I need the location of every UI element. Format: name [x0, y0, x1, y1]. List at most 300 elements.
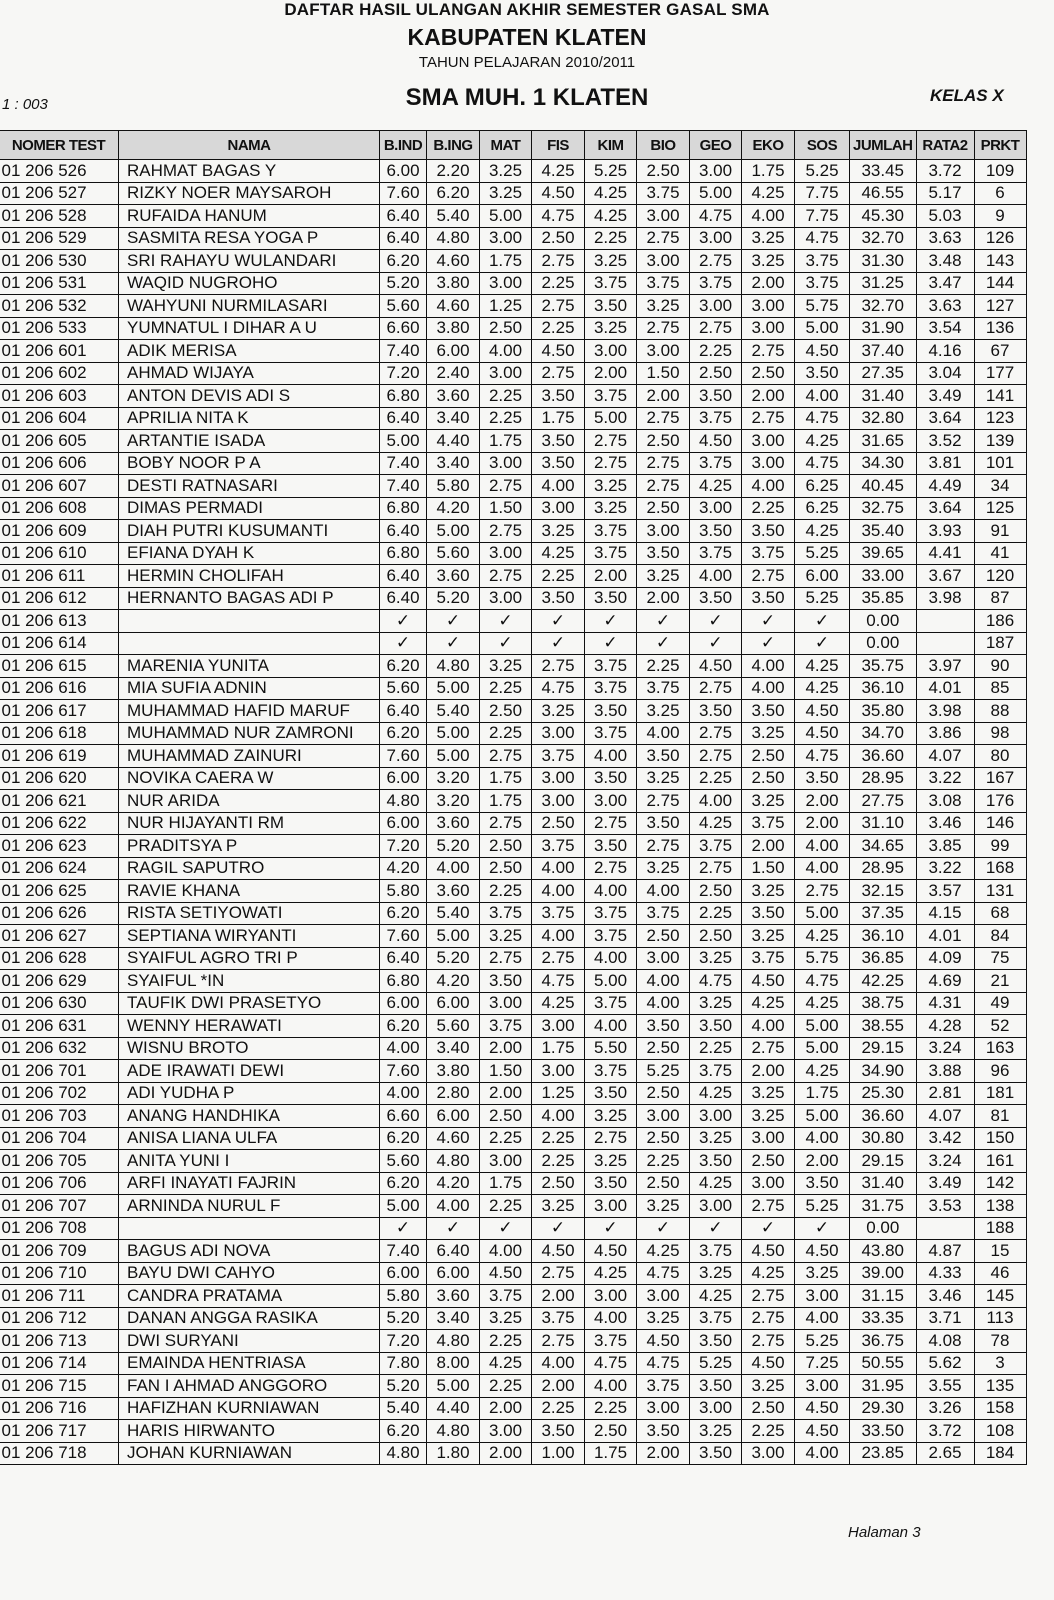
- score-cell: 125: [974, 497, 1026, 520]
- score-cell: 1.75: [480, 790, 532, 813]
- score-cell: 3.47: [916, 272, 974, 295]
- score-cell: 3.00: [690, 1195, 742, 1218]
- score-cell: 3.25: [690, 947, 742, 970]
- score-cell: 131: [974, 880, 1026, 903]
- score-cell: 2.75: [532, 1262, 585, 1285]
- score-cell: 4.25: [532, 992, 585, 1015]
- score-cell: 49: [974, 992, 1026, 1015]
- table-row: [0, 1420, 1026, 1443]
- score-cell: 2.00: [742, 385, 795, 408]
- score-cell: 3.50: [585, 295, 637, 318]
- test-number-cell: 01 206 625: [0, 880, 119, 903]
- score-cell: 3.75: [532, 835, 585, 858]
- score-cell: 1.75: [480, 430, 532, 453]
- score-cell: 31.75: [850, 1195, 917, 1218]
- test-number-cell: 01 206 614: [0, 632, 119, 655]
- test-number-cell: 01 206 533: [0, 317, 119, 340]
- score-cell: 3.50: [532, 430, 585, 453]
- score-cell: ✓: [637, 610, 690, 633]
- score-cell: 4.80: [427, 655, 480, 678]
- test-number-cell: 01 206 709: [0, 1240, 119, 1263]
- score-cell: 32.70: [850, 227, 917, 250]
- score-cell: 5.00: [427, 1375, 480, 1398]
- test-number-cell: 01 206 631: [0, 1015, 119, 1038]
- score-cell: 3.25: [742, 250, 795, 273]
- score-cell: 3.50: [532, 385, 585, 408]
- score-cell: 2.50: [637, 1172, 690, 1195]
- score-cell: 4.00: [532, 880, 585, 903]
- score-cell: 31.30: [850, 250, 917, 273]
- table-row: [0, 587, 1026, 610]
- score-cell: 4.00: [532, 1105, 585, 1128]
- score-cell: 4.00: [427, 857, 480, 880]
- score-cell: 2.75: [637, 317, 690, 340]
- name-cell: ARFI INAYATI FAJRIN: [119, 1172, 380, 1195]
- score-cell: 4.50: [795, 340, 850, 363]
- score-cell: 4.25: [690, 1285, 742, 1308]
- score-cell: 2.25: [480, 1195, 532, 1218]
- score-cell: 4.01: [916, 925, 974, 948]
- score-cell: 31.25: [850, 272, 917, 295]
- score-cell: 5.50: [585, 1037, 637, 1060]
- score-cell: 2.25: [532, 1397, 585, 1420]
- test-number-cell: 01 206 619: [0, 745, 119, 768]
- score-cell: 3.00: [637, 340, 690, 363]
- score-cell: 3.50: [690, 587, 742, 610]
- score-cell: 4.00: [795, 1442, 850, 1465]
- score-cell: 3.50: [585, 1172, 637, 1195]
- score-cell: 127: [974, 295, 1026, 318]
- score-cell: 36.10: [850, 925, 917, 948]
- name-cell: ADI YUDHA P: [119, 1082, 380, 1105]
- score-cell: 3.75: [585, 722, 637, 745]
- score-cell: 5.80: [427, 475, 480, 498]
- score-cell: 4.25: [795, 1060, 850, 1083]
- name-cell: AHMAD WIJAYA: [119, 362, 380, 385]
- table-row: [0, 340, 1026, 363]
- name-cell: BAYU DWI CAHYO: [119, 1262, 380, 1285]
- score-cell: 3.63: [916, 227, 974, 250]
- score-cell: 3.75: [690, 1060, 742, 1083]
- score-cell: 3.00: [480, 992, 532, 1015]
- test-number-cell: 01 206 528: [0, 205, 119, 228]
- table-row: [0, 1442, 1026, 1465]
- score-cell: 2.75: [532, 250, 585, 273]
- score-cell: 3.75: [480, 902, 532, 925]
- score-cell: 2.75: [585, 812, 637, 835]
- column-header-kim: KIM: [585, 131, 637, 160]
- score-cell: 1.80: [427, 1442, 480, 1465]
- test-number-cell: 01 206 716: [0, 1397, 119, 1420]
- score-cell: 5.75: [795, 295, 850, 318]
- score-cell: 4.00: [585, 1375, 637, 1398]
- score-cell: 3.25: [637, 295, 690, 318]
- score-cell: 2.25: [742, 1420, 795, 1443]
- table-row: [0, 407, 1026, 430]
- score-cell: 3.46: [916, 812, 974, 835]
- test-number-cell: 01 206 531: [0, 272, 119, 295]
- score-cell: 3.00: [532, 1015, 585, 1038]
- name-cell: ANANG HANDHIKA: [119, 1105, 380, 1128]
- score-cell: 34.70: [850, 722, 917, 745]
- score-cell: 1.50: [637, 362, 690, 385]
- score-cell: 2.25: [480, 1375, 532, 1398]
- score-cell: 4.75: [795, 227, 850, 250]
- score-cell: 33.50: [850, 1420, 917, 1443]
- score-cell: 3.60: [427, 565, 480, 588]
- score-cell: 2.25: [480, 722, 532, 745]
- name-cell: DESTI RATNASARI: [119, 475, 380, 498]
- score-cell: 3.00: [480, 272, 532, 295]
- score-cell: 3.00: [585, 1285, 637, 1308]
- score-cell: 5.00: [480, 205, 532, 228]
- score-cell: 4.00: [742, 677, 795, 700]
- test-number-cell: 01 206 613: [0, 610, 119, 633]
- score-cell: 3.22: [916, 857, 974, 880]
- score-cell: 4.00: [795, 385, 850, 408]
- score-cell: 123: [974, 407, 1026, 430]
- score-cell: 2.50: [690, 362, 742, 385]
- score-cell: 3.50: [585, 835, 637, 858]
- table-row: [0, 722, 1026, 745]
- table-row: [0, 1240, 1026, 1263]
- score-cell: 3.49: [916, 1172, 974, 1195]
- score-cell: 4.50: [532, 340, 585, 363]
- score-cell: 4.00: [585, 1307, 637, 1330]
- score-cell: 2.75: [742, 340, 795, 363]
- score-cell: 34.30: [850, 452, 917, 475]
- table-row: [0, 272, 1026, 295]
- score-cell: 5.20: [380, 1375, 427, 1398]
- score-cell: 32.80: [850, 407, 917, 430]
- score-cell: 2.75: [480, 565, 532, 588]
- test-number-cell: 01 206 627: [0, 925, 119, 948]
- score-cell: 3.00: [480, 1420, 532, 1443]
- score-cell: 3.00: [637, 947, 690, 970]
- test-number-cell: 01 206 632: [0, 1037, 119, 1060]
- score-cell: 3.00: [532, 722, 585, 745]
- score-cell: 4.75: [795, 452, 850, 475]
- test-number-cell: 01 206 606: [0, 452, 119, 475]
- test-number-cell: 01 206 527: [0, 182, 119, 205]
- table-row: [0, 610, 1026, 633]
- score-cell: 4.00: [795, 835, 850, 858]
- score-cell: 2.25: [480, 880, 532, 903]
- score-cell: 4.50: [795, 700, 850, 723]
- score-cell: 3.00: [585, 790, 637, 813]
- score-cell: 3.50: [690, 520, 742, 543]
- score-cell: 36.60: [850, 1105, 917, 1128]
- score-cell: 3.53: [916, 1195, 974, 1218]
- score-cell: 4.75: [532, 970, 585, 993]
- score-cell: 3.00: [690, 295, 742, 318]
- score-cell: 3.63: [916, 295, 974, 318]
- score-cell: ✓: [795, 1217, 850, 1240]
- test-number-cell: 01 206 703: [0, 1105, 119, 1128]
- score-cell: 3.50: [480, 970, 532, 993]
- test-number-cell: 01 206 630: [0, 992, 119, 1015]
- score-cell: 3.00: [742, 295, 795, 318]
- name-cell: ANISA LIANA ULFA: [119, 1127, 380, 1150]
- score-cell: 5.25: [585, 160, 637, 183]
- score-cell: 3.57: [916, 880, 974, 903]
- score-cell: 6.00: [380, 812, 427, 835]
- table-row: [0, 160, 1026, 183]
- score-cell: 3.00: [690, 227, 742, 250]
- score-cell: 2.00: [585, 565, 637, 588]
- score-cell: 3.25: [795, 1262, 850, 1285]
- score-cell: 5.62: [916, 1352, 974, 1375]
- test-number-cell: 01 206 611: [0, 565, 119, 588]
- score-cell: 4.00: [380, 1082, 427, 1105]
- score-cell: 7.40: [380, 452, 427, 475]
- score-cell: 5.20: [427, 947, 480, 970]
- score-cell: 3.50: [795, 1172, 850, 1195]
- score-cell: 1.75: [480, 1172, 532, 1195]
- score-cell: 2.75: [585, 1127, 637, 1150]
- score-cell: 2.50: [637, 497, 690, 520]
- score-cell: 3.75: [585, 677, 637, 700]
- score-cell: 2.75: [742, 1037, 795, 1060]
- score-cell: 5.20: [427, 835, 480, 858]
- score-cell: ✓: [427, 1217, 480, 1240]
- score-cell: 2.75: [690, 250, 742, 273]
- score-cell: 4.50: [795, 1397, 850, 1420]
- score-cell: 6.60: [380, 1105, 427, 1128]
- score-cell: 5.60: [380, 677, 427, 700]
- score-cell: 28.95: [850, 857, 917, 880]
- score-cell: 0.00: [850, 610, 917, 633]
- score-cell: 5.00: [585, 407, 637, 430]
- score-cell: 5.00: [795, 317, 850, 340]
- score-cell: 3.25: [585, 250, 637, 273]
- score-cell: 2.75: [585, 452, 637, 475]
- table-row: [0, 542, 1026, 565]
- score-cell: 3.72: [916, 160, 974, 183]
- score-cell: 5.00: [795, 1037, 850, 1060]
- score-cell: 5.20: [380, 1307, 427, 1330]
- score-cell: 3.00: [690, 497, 742, 520]
- score-cell: 3.00: [637, 205, 690, 228]
- score-cell: 3.75: [637, 182, 690, 205]
- results-table: [0, 130, 1027, 1465]
- score-cell: 75: [974, 947, 1026, 970]
- score-cell: 78: [974, 1330, 1026, 1353]
- score-cell: 3.40: [427, 1307, 480, 1330]
- score-cell: 68: [974, 902, 1026, 925]
- test-number-cell: 01 206 610: [0, 542, 119, 565]
- score-cell: 3.00: [532, 497, 585, 520]
- name-cell: ANITA YUNI I: [119, 1150, 380, 1173]
- score-cell: 2.75: [637, 452, 690, 475]
- test-number-cell: 01 206 526: [0, 160, 119, 183]
- score-cell: 3.75: [585, 542, 637, 565]
- score-cell: 6.80: [380, 970, 427, 993]
- score-cell: 32.70: [850, 295, 917, 318]
- score-cell: 184: [974, 1442, 1026, 1465]
- name-cell: HARIS HIRWANTO: [119, 1420, 380, 1443]
- score-cell: 4.25: [585, 182, 637, 205]
- score-cell: ✓: [742, 610, 795, 633]
- score-cell: 3.98: [916, 587, 974, 610]
- score-cell: 4.25: [690, 475, 742, 498]
- score-cell: 6.20: [380, 1015, 427, 1038]
- name-cell: DANAN ANGGA RASIKA: [119, 1307, 380, 1330]
- score-cell: 144: [974, 272, 1026, 295]
- score-cell: 4.08: [916, 1330, 974, 1353]
- score-cell: 3.00: [742, 430, 795, 453]
- test-number-cell: 01 206 702: [0, 1082, 119, 1105]
- score-cell: 138: [974, 1195, 1026, 1218]
- score-cell: 4.07: [916, 1105, 974, 1128]
- score-cell: 2.50: [637, 925, 690, 948]
- table-row: [0, 1262, 1026, 1285]
- score-cell: 4.33: [916, 1262, 974, 1285]
- score-cell: 101: [974, 452, 1026, 475]
- score-cell: 3.75: [637, 1375, 690, 1398]
- score-cell: 3.00: [742, 1172, 795, 1195]
- score-cell: 6.20: [380, 1420, 427, 1443]
- score-cell: 3.25: [742, 1375, 795, 1398]
- score-cell: 4.00: [585, 947, 637, 970]
- score-cell: 32.15: [850, 880, 917, 903]
- score-cell: 2.25: [480, 1127, 532, 1150]
- score-cell: 1.75: [585, 1442, 637, 1465]
- score-cell: 4.00: [480, 1240, 532, 1263]
- test-number-cell: 01 206 705: [0, 1150, 119, 1173]
- table-row: [0, 520, 1026, 543]
- score-cell: 6.40: [380, 947, 427, 970]
- score-cell: 2.00: [532, 1285, 585, 1308]
- table-row: [0, 205, 1026, 228]
- score-cell: 96: [974, 1060, 1026, 1083]
- table-row: [0, 497, 1026, 520]
- score-cell: 161: [974, 1150, 1026, 1173]
- test-number-cell: 01 206 626: [0, 902, 119, 925]
- score-cell: 3.75: [690, 407, 742, 430]
- score-cell: 141: [974, 385, 1026, 408]
- test-number-cell: 01 206 707: [0, 1195, 119, 1218]
- column-header-nomer-test: NOMER TEST: [0, 131, 119, 160]
- score-cell: 4.41: [916, 542, 974, 565]
- score-cell: 2.25: [585, 1397, 637, 1420]
- score-cell: 6.00: [427, 1262, 480, 1285]
- score-cell: 4.09: [916, 947, 974, 970]
- score-cell: 7.20: [380, 1330, 427, 1353]
- score-cell: 4.31: [916, 992, 974, 1015]
- score-cell: 33.35: [850, 1307, 917, 1330]
- score-cell: 6.00: [795, 565, 850, 588]
- table-row: [0, 227, 1026, 250]
- table-row: [0, 632, 1026, 655]
- score-cell: 4.28: [916, 1015, 974, 1038]
- score-cell: 3.50: [585, 767, 637, 790]
- score-cell: 3.75: [585, 925, 637, 948]
- score-cell: 2.75: [690, 745, 742, 768]
- score-cell: 2.25: [480, 385, 532, 408]
- name-cell: DIAH PUTRI KUSUMANTI: [119, 520, 380, 543]
- score-cell: 2.25: [480, 1330, 532, 1353]
- test-number-cell: 01 206 612: [0, 587, 119, 610]
- name-cell: SASMITA RESA YOGA P: [119, 227, 380, 250]
- score-cell: 5.00: [380, 430, 427, 453]
- score-cell: 3.50: [742, 587, 795, 610]
- table-row: [0, 317, 1026, 340]
- test-number-cell: 01 206 711: [0, 1285, 119, 1308]
- score-cell: 3.48: [916, 250, 974, 273]
- score-cell: 32.75: [850, 497, 917, 520]
- name-cell: APRILIA NITA K: [119, 407, 380, 430]
- name-cell: WAHYUNI NURMILASARI: [119, 295, 380, 318]
- score-cell: 3.60: [427, 880, 480, 903]
- score-cell: 4.25: [742, 1262, 795, 1285]
- score-cell: 5.25: [795, 542, 850, 565]
- test-number-cell: 01 206 615: [0, 655, 119, 678]
- score-cell: 2.25: [480, 407, 532, 430]
- score-cell: 6.00: [427, 992, 480, 1015]
- score-cell: 3.50: [585, 587, 637, 610]
- score-cell: 3.00: [690, 1397, 742, 1420]
- score-cell: 3.00: [690, 160, 742, 183]
- name-cell: HERNANTO BAGAS ADI P: [119, 587, 380, 610]
- test-number-cell: 01 206 623: [0, 835, 119, 858]
- test-number-cell: 01 206 530: [0, 250, 119, 273]
- score-cell: 3.75: [585, 520, 637, 543]
- score-cell: 4.75: [690, 970, 742, 993]
- score-cell: 3.22: [916, 767, 974, 790]
- table-row: [0, 1060, 1026, 1083]
- score-cell: 3.75: [690, 272, 742, 295]
- test-number-cell: 01 206 710: [0, 1262, 119, 1285]
- score-cell: 3.49: [916, 385, 974, 408]
- score-cell: 4.25: [795, 520, 850, 543]
- score-cell: 6.40: [380, 587, 427, 610]
- name-cell: MUHAMMAD NUR ZAMRONI: [119, 722, 380, 745]
- score-cell: 21: [974, 970, 1026, 993]
- score-cell: 176: [974, 790, 1026, 813]
- name-cell: [119, 610, 380, 633]
- score-cell: 3.75: [532, 745, 585, 768]
- table-row: [0, 475, 1026, 498]
- score-cell: 3.50: [742, 902, 795, 925]
- score-cell: 3.75: [742, 542, 795, 565]
- score-cell: 4.50: [742, 1352, 795, 1375]
- score-cell: 4.75: [795, 745, 850, 768]
- table-row: [0, 812, 1026, 835]
- score-cell: 85: [974, 677, 1026, 700]
- score-cell: 4.50: [637, 1330, 690, 1353]
- score-cell: 3.40: [427, 1037, 480, 1060]
- score-cell: 4.50: [795, 1240, 850, 1263]
- score-cell: 5.00: [427, 745, 480, 768]
- table-row: [0, 1105, 1026, 1128]
- score-cell: 2.65: [916, 1442, 974, 1465]
- score-cell: 2.50: [690, 880, 742, 903]
- table-row: [0, 1127, 1026, 1150]
- table-row: [0, 362, 1026, 385]
- name-cell: EMAINDA HENTRIASA: [119, 1352, 380, 1375]
- score-cell: 2.75: [532, 947, 585, 970]
- score-cell: 5.60: [427, 542, 480, 565]
- score-cell: 4.01: [916, 677, 974, 700]
- score-cell: 2.25: [532, 1127, 585, 1150]
- test-number-cell: 01 206 715: [0, 1375, 119, 1398]
- score-cell: 7.75: [795, 205, 850, 228]
- score-cell: 120: [974, 565, 1026, 588]
- score-cell: 3.75: [585, 1060, 637, 1083]
- score-cell: 4.15: [916, 902, 974, 925]
- score-cell: ✓: [427, 632, 480, 655]
